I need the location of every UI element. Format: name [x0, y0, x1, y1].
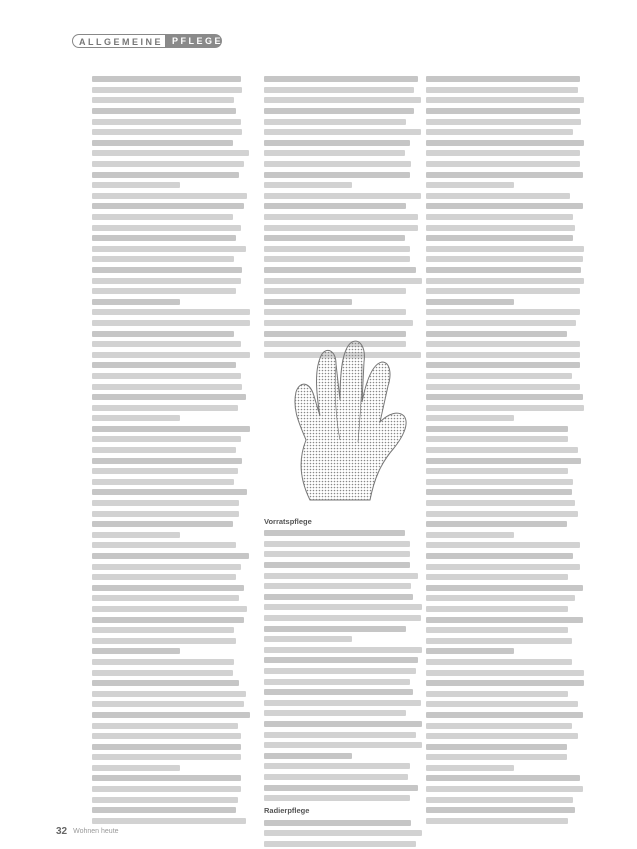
text-line: [92, 203, 244, 209]
text-line: [264, 299, 352, 305]
text-line: [92, 617, 244, 623]
text-line: [426, 595, 575, 601]
column-2-body-top: [264, 74, 424, 360]
text-line: [92, 564, 241, 570]
text-line: [426, 405, 584, 411]
text-line: [426, 712, 583, 718]
text-line: [426, 744, 567, 750]
text-line: [92, 140, 233, 146]
text-line: [92, 172, 239, 178]
text-line: [264, 530, 405, 536]
text-line: [426, 161, 580, 167]
text-line: [426, 331, 567, 337]
text-line: [264, 583, 411, 589]
text-line: [92, 267, 242, 273]
text-line: [92, 542, 236, 548]
text-line: [426, 553, 573, 559]
text-line: [92, 521, 233, 527]
text-line: [92, 119, 241, 125]
text-line: [426, 384, 580, 390]
text-line: [92, 331, 234, 337]
page-footer: [56, 826, 119, 837]
text-line: [426, 680, 584, 686]
text-line: [264, 700, 421, 706]
text-line: [264, 551, 410, 557]
text-line: [426, 246, 584, 252]
text-line: [92, 161, 244, 167]
text-line: [264, 573, 418, 579]
text-line: [426, 574, 568, 580]
text-line: [264, 763, 410, 769]
text-line: [264, 679, 410, 685]
text-line: [264, 108, 414, 114]
text-line: [92, 362, 236, 368]
text-line: [426, 256, 583, 262]
text-line: [264, 668, 416, 674]
text-line: [264, 256, 410, 262]
text-line: [92, 670, 233, 676]
text-line: [426, 214, 573, 220]
text-line: [426, 723, 572, 729]
text-column-2: [264, 74, 424, 360]
text-line: [92, 235, 236, 241]
text-line: [92, 606, 247, 612]
text-line: [264, 732, 416, 738]
text-line: [92, 278, 241, 284]
text-line: [426, 394, 583, 400]
text-line: [92, 691, 246, 697]
footer-magazine: Wohnen heute: [73, 828, 119, 835]
text-line: [264, 615, 421, 621]
text-line: [92, 256, 234, 262]
text-line: [264, 541, 410, 547]
text-line: [426, 235, 573, 241]
text-line: [92, 638, 236, 644]
text-line: [92, 701, 244, 707]
text-line: [92, 532, 180, 538]
text-line: [426, 617, 583, 623]
text-line: [426, 489, 572, 495]
text-line: [92, 352, 250, 358]
text-line: [264, 820, 411, 826]
text-line: [426, 426, 568, 432]
text-line: [426, 733, 578, 739]
text-line: [264, 193, 421, 199]
text-line: [264, 626, 406, 632]
text-line: [92, 288, 236, 294]
text-line: [92, 744, 241, 750]
text-line: [92, 214, 233, 220]
text-line: [426, 203, 583, 209]
text-line: [264, 214, 418, 220]
text-line: [426, 585, 583, 591]
text-line: [92, 458, 242, 464]
text-line: [92, 511, 239, 517]
text-line: [426, 373, 572, 379]
text-line: [426, 659, 572, 665]
text-line: [426, 150, 580, 156]
text-line: [426, 606, 568, 612]
text-line: [92, 574, 236, 580]
text-line: [264, 785, 418, 791]
page-header: [72, 34, 222, 48]
column-2-body-middle: [264, 528, 424, 803]
text-line: [264, 795, 410, 801]
text-line: [264, 753, 352, 759]
text-line: [426, 701, 578, 707]
text-line: [426, 76, 580, 82]
text-line: [426, 627, 568, 633]
text-line: [92, 595, 239, 601]
column-2-body-bottom: [264, 817, 424, 849]
text-line: [92, 129, 242, 135]
text-line: [426, 362, 580, 368]
text-line: [92, 627, 234, 633]
text-line: [264, 172, 410, 178]
text-line: [264, 235, 405, 241]
page-number: 32: [56, 826, 68, 837]
text-line: [426, 278, 584, 284]
text-line: [426, 511, 578, 517]
text-line: [426, 129, 573, 135]
text-line: [264, 119, 406, 125]
text-line: [426, 521, 567, 527]
text-line: [92, 373, 241, 379]
text-line: [92, 648, 180, 654]
text-line: [92, 108, 236, 114]
text-line: [426, 172, 583, 178]
text-line: [92, 309, 250, 315]
text-line: [264, 246, 410, 252]
text-line: [92, 489, 247, 495]
text-line: [264, 76, 418, 82]
text-line: [92, 500, 239, 506]
text-line: [264, 320, 413, 326]
text-line: [92, 723, 238, 729]
text-line: [92, 797, 238, 803]
text-column-2-lower: [264, 514, 424, 849]
text-line: [264, 161, 411, 167]
text-line: [426, 648, 514, 654]
text-line: [426, 691, 568, 697]
text-line: [92, 426, 250, 432]
text-line: [92, 405, 238, 411]
text-line: [426, 458, 581, 464]
text-line: [426, 542, 580, 548]
text-line: [426, 468, 568, 474]
text-line: [426, 447, 578, 453]
text-line: [426, 775, 580, 781]
text-line: [264, 774, 408, 780]
text-line: [264, 604, 422, 610]
text-line: [426, 182, 514, 188]
text-line: [92, 553, 249, 559]
text-line: [92, 320, 250, 326]
column-3-body: [426, 74, 586, 826]
text-line: [426, 193, 570, 199]
text-line: [92, 225, 241, 231]
text-line: [426, 765, 514, 771]
text-line: [426, 320, 576, 326]
text-line: [426, 670, 584, 676]
text-line: [264, 742, 422, 748]
text-line: [92, 680, 239, 686]
text-line: [92, 394, 246, 400]
text-line: [264, 203, 406, 209]
text-line: [264, 267, 416, 273]
text-line: [92, 150, 249, 156]
text-line: [426, 288, 580, 294]
text-line: [264, 278, 422, 284]
text-line: [264, 182, 352, 188]
text-line: [426, 564, 580, 570]
text-line: [92, 436, 241, 442]
hand-illustration-icon: [270, 330, 420, 510]
text-line: [92, 97, 234, 103]
text-line: [264, 710, 406, 716]
text-line: [426, 225, 575, 231]
text-line: [92, 246, 246, 252]
heading-vorratspflege: Vorratspflege: [264, 517, 312, 526]
text-line: [92, 447, 236, 453]
text-line: [426, 87, 578, 93]
text-line: [426, 341, 580, 347]
text-line: [92, 754, 241, 760]
text-line: [426, 638, 572, 644]
text-line: [426, 532, 514, 538]
header-section-label: ALLGEMEINE: [72, 34, 166, 48]
text-line: [92, 415, 180, 421]
text-line: [264, 830, 422, 836]
text-line: [264, 721, 422, 727]
text-line: [92, 807, 236, 813]
text-line: [426, 754, 567, 760]
text-line: [426, 309, 580, 315]
text-line: [426, 479, 573, 485]
column-1-body: [92, 74, 252, 826]
text-line: [92, 182, 180, 188]
text-line: [264, 129, 421, 135]
text-line: [426, 807, 575, 813]
text-line: [264, 288, 406, 294]
text-line: [264, 594, 413, 600]
text-line: [92, 775, 241, 781]
text-line: [92, 299, 180, 305]
heading-radierpflege: Radierpflege: [264, 806, 310, 816]
text-line: [264, 140, 410, 146]
text-line: [264, 87, 414, 93]
text-line: [426, 299, 514, 305]
text-line: [92, 76, 241, 82]
text-line: [426, 119, 581, 125]
text-line: [92, 712, 250, 718]
text-line: [426, 786, 583, 792]
text-line: [426, 415, 514, 421]
text-line: [92, 786, 241, 792]
text-line: [92, 585, 244, 591]
text-line: [426, 108, 580, 114]
text-line: [92, 479, 234, 485]
text-line: [92, 193, 247, 199]
text-line: [264, 309, 406, 315]
text-line: [264, 636, 352, 642]
text-line: [92, 765, 180, 771]
text-line: [92, 468, 238, 474]
text-line: [264, 647, 422, 653]
text-line: [92, 659, 234, 665]
text-column-1: [92, 74, 252, 826]
header-topic-label: PFLEGE: [166, 34, 222, 48]
text-line: [92, 341, 241, 347]
text-line: [264, 97, 421, 103]
text-line: [264, 562, 410, 568]
text-line: [264, 657, 418, 663]
text-line: [426, 97, 584, 103]
text-line: [426, 500, 575, 506]
text-line: [264, 225, 418, 231]
text-line: [426, 352, 580, 358]
text-column-3: [426, 74, 586, 826]
text-line: [92, 733, 241, 739]
text-line: [426, 797, 573, 803]
text-line: [426, 436, 568, 442]
text-line: [426, 140, 584, 146]
text-line: [92, 87, 242, 93]
text-line: [264, 150, 405, 156]
text-line: [92, 384, 242, 390]
text-line: [92, 818, 246, 824]
text-line: [426, 267, 581, 273]
text-line: [426, 818, 568, 824]
text-line: [264, 689, 413, 695]
